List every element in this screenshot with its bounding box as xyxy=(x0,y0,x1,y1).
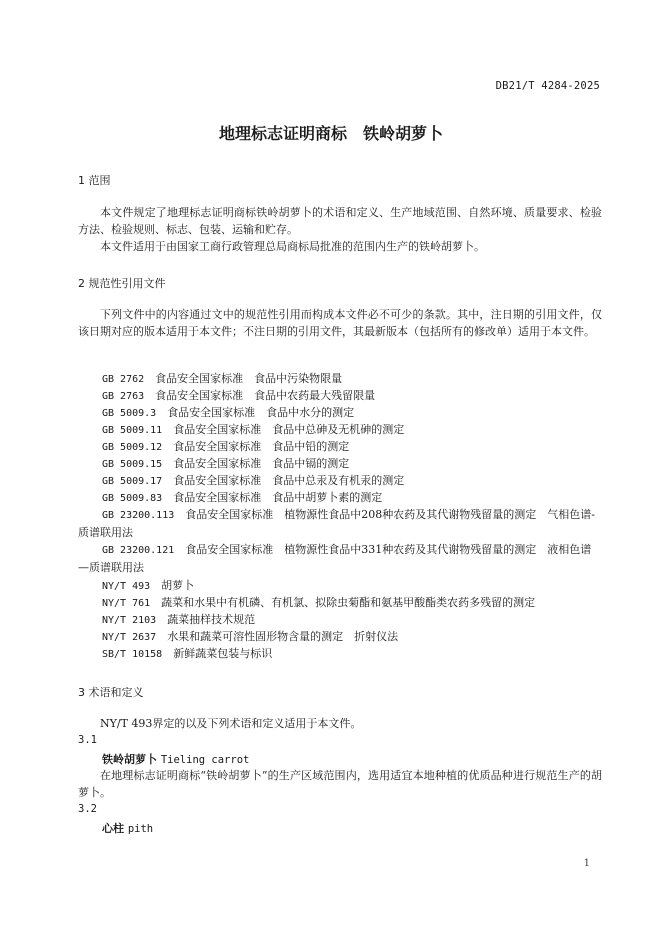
reference-code: NY/T 2637 xyxy=(102,632,157,643)
term-english: Tieling carrot xyxy=(160,754,250,766)
reference-code: GB 5009.11 xyxy=(102,425,163,436)
reference-title: 胡萝卜 xyxy=(161,579,195,592)
reference-title: 食品安全国家标准 食品中总砷及无机砷的测定 xyxy=(173,423,405,436)
reference-code: GB 5009.3 xyxy=(102,408,157,419)
reference-code: NY/T 493 xyxy=(102,581,151,592)
reference-code: GB 5009.83 xyxy=(102,493,163,504)
term-definition: 在地理标志证明商标“铁岭胡萝卜”的生产区域范围内，选用适宜本地种植的优质品种进行规范生产的胡萝卜。 xyxy=(78,769,602,799)
reference-title: 蔬菜和水果中有机磷、有机氯、拟除虫菊酯和氨基甲酸酯类农药多残留的测定 xyxy=(161,596,536,609)
page-number: 1 xyxy=(583,858,590,869)
reference-title: 食品安全国家标准 食品中农药最大残留限量 xyxy=(155,389,376,402)
term-number: 3.1 xyxy=(78,734,97,746)
document-title: 地理标志证明商标 铁岭胡萝卜 xyxy=(218,124,443,143)
reference-item xyxy=(78,541,602,576)
reference-code: GB 23200.113 xyxy=(102,510,175,521)
reference-title: 新鲜蔬菜包装与标识 xyxy=(173,647,273,660)
reference-item xyxy=(102,421,602,439)
reference-title: 食品安全国家标准 食品中污染物限量 xyxy=(155,372,343,385)
reference-code: NY/T 761 xyxy=(102,598,151,609)
reference-title: 食品安全国家标准 植物源性食品中208种农药及其代谢物残留量的测定 气相色谱-质谱联用法 xyxy=(78,508,595,539)
term-chinese: 铁岭胡萝卜 xyxy=(102,753,157,766)
reference-title: 食品安全国家标准 食品中镉的测定 xyxy=(173,457,350,470)
reference-code: GB 5009.12 xyxy=(102,442,163,453)
reference-code: NY/T 2103 xyxy=(102,615,157,626)
reference-item xyxy=(102,472,602,490)
term-heading xyxy=(102,820,153,836)
reference-item xyxy=(102,628,602,646)
reference-item xyxy=(102,455,602,473)
reference-title: 食品安全国家标准 食品中总汞及有机汞的测定 xyxy=(173,474,405,487)
term-heading xyxy=(102,751,249,767)
reference-item xyxy=(102,594,602,612)
reference-item xyxy=(102,387,602,405)
reference-item xyxy=(102,645,602,663)
document-code: DB21/T 4284-2025 xyxy=(495,80,600,92)
term-number: 3.2 xyxy=(78,803,97,815)
section-2-heading: 2 规范性引用文件 xyxy=(78,277,166,290)
reference-item xyxy=(102,611,602,629)
reference-title: 水果和蔬菜可溶性固形物含量的测定 折射仪法 xyxy=(167,630,399,643)
terms-intro: NY/T 493界定的以及下列术语和定义适用于本文件。 xyxy=(100,717,362,730)
reference-item xyxy=(78,506,602,541)
scope-paragraph-1: 本文件规定了地理标志证明商标铁岭胡萝卜的术语和定义、生产地域范围、自然环境、质量要求、检验方法、检验规则、标志、包装、运输和贮存。 xyxy=(78,206,602,236)
reference-code: GB 2762 xyxy=(102,374,145,385)
reference-item xyxy=(102,370,602,388)
reference-item xyxy=(102,404,602,422)
reference-title: 食品安全国家标准 食品中胡萝卜素的测定 xyxy=(173,491,383,504)
section-1-heading: 1 范围 xyxy=(78,174,111,187)
section-3-heading: 3 术语和定义 xyxy=(78,686,144,699)
reference-code: GB 2763 xyxy=(102,391,145,402)
scope-paragraph-2: 本文件适用于由国家工商行政管理总局商标局批准的范围内生产的铁岭胡萝卜。 xyxy=(100,240,485,253)
term-english: pith xyxy=(127,823,154,835)
reference-code: SB/T 10158 xyxy=(102,649,163,660)
reference-code: GB 5009.15 xyxy=(102,459,163,470)
reference-title: 食品安全国家标准 食品中水分的测定 xyxy=(167,406,355,419)
reference-item xyxy=(102,489,602,507)
reference-item xyxy=(102,438,602,456)
reference-code: GB 5009.17 xyxy=(102,476,163,487)
references-intro: 下列文件中的内容通过文中的规范性引用而构成本文件必不可少的条款。其中，注日期的引用文件，仅该日期对应的版本适用于本文件；不注日期的引用文件，其最新版本（包括所有的修改单）适用于本文件。 xyxy=(78,308,602,338)
reference-title: 食品安全国家标准 食品中铅的测定 xyxy=(173,440,350,453)
reference-code: GB 23200.121 xyxy=(102,545,175,556)
reference-title: 食品安全国家标准 植物源性食品中331种农药及其代谢物残留量的测定 液相色谱—质谱联用法 xyxy=(78,543,592,574)
reference-item xyxy=(102,577,602,595)
term-chinese: 心柱 xyxy=(102,822,124,835)
reference-title: 蔬菜抽样技术规范 xyxy=(167,613,256,626)
